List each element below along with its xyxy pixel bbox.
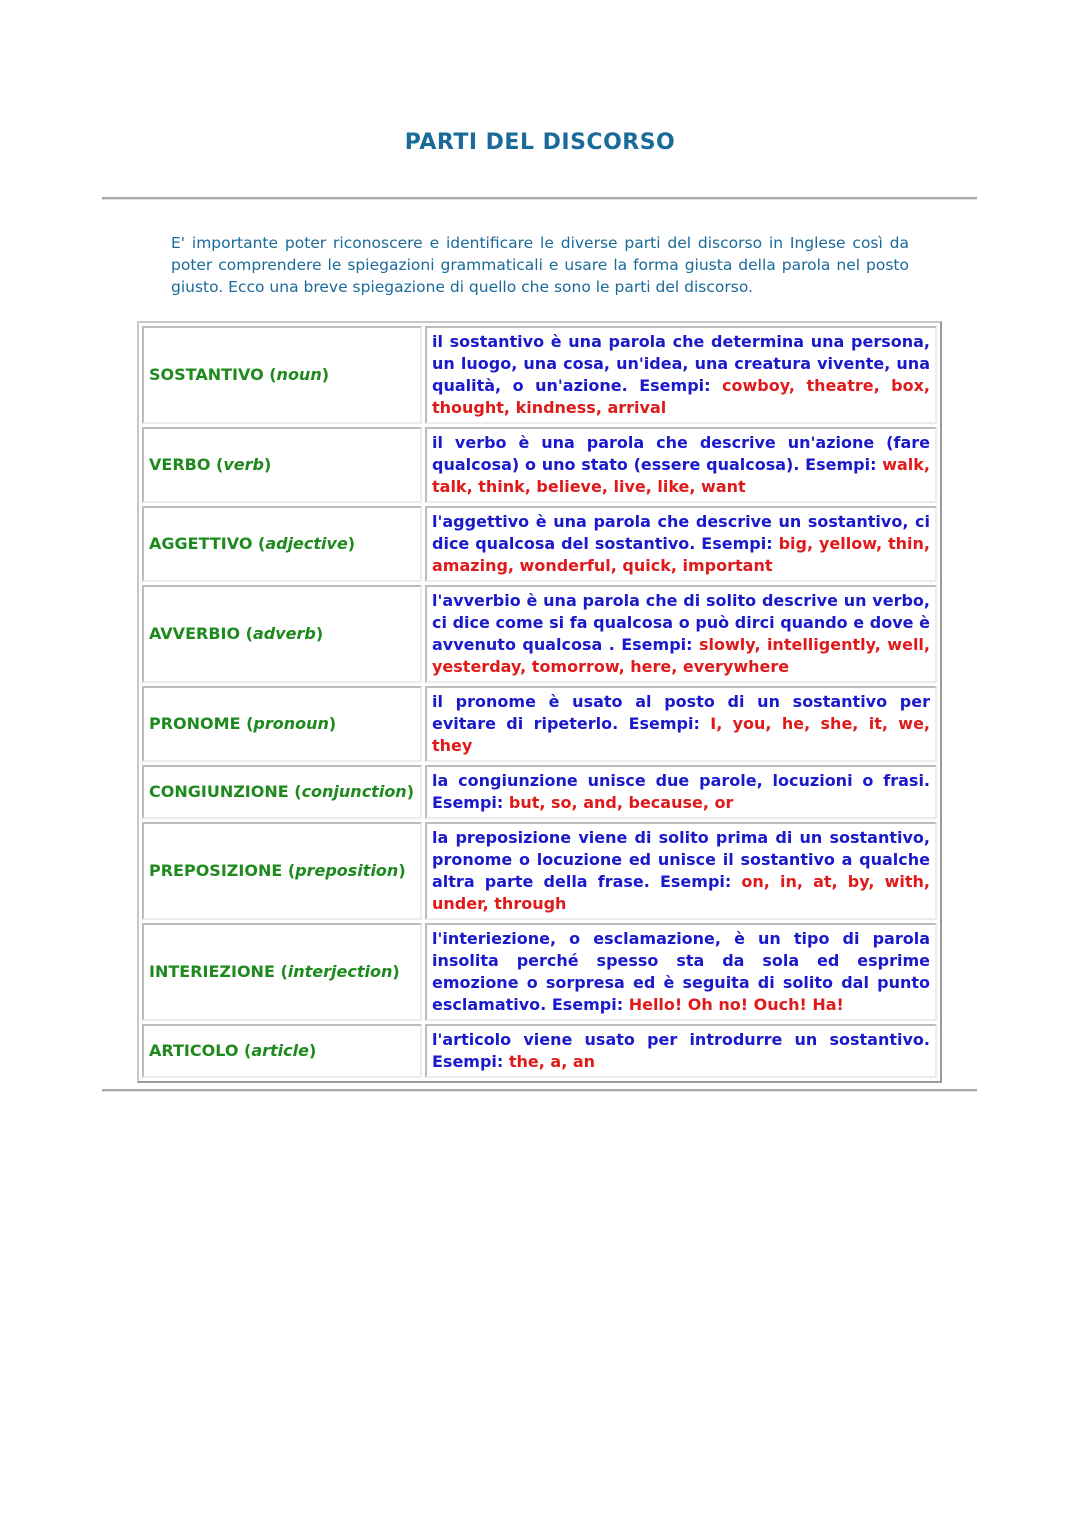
table-row (142, 1024, 937, 1078)
examples: walk, talk, think, believe, live, like, want (432, 455, 930, 496)
examples: but, so, and, because, or (508, 793, 734, 812)
examples: cowboy, theatre, box, thought, kindness, arrival (432, 376, 930, 417)
examples: big, yellow, thin, amazing, wonderful, quick, important (432, 534, 931, 575)
definition-cell: l'avverbio è una parola che di solito descrive un verbo, ci dice come si fa qualcosa o può dirci quando e dove è avvenuto qualcosa . Esempi: slowly, intelligently, well, yesterday, tomorrow, here, everywhere (425, 585, 937, 683)
examples: I, you, he, she, it, we, they (432, 714, 930, 755)
term-cell: ARTICOLO (article) (142, 1024, 422, 1078)
table-row (142, 427, 937, 503)
definition-cell: l'aggettivo è una parola che descrive un sostantivo, ci dice qualcosa del sostantivo. Esempi: big, yellow, thin, amazing, wonderful, quick, important (425, 506, 937, 582)
examples: the, a, an (508, 1052, 596, 1071)
definition-cell: la congiunzione unisce due parole, locuzioni o frasi. Esempi: but, so, and, because, or (425, 765, 937, 819)
english-term: interjection (287, 962, 393, 981)
english-term: adverb (252, 624, 316, 643)
definition-cell: l'interiezione, o esclamazione, è un tipo di parola insolita perché spesso sta da sola ed esprime emozione o sorpresa ed è seguita di solito dal punto esclamativo. Esempi: Hello! Oh no! Ouch! Ha! (425, 923, 937, 1021)
term-cell: CONGIUNZIONE (conjunction) (142, 765, 422, 819)
term-cell: PREPOSIZIONE (preposition) (142, 822, 422, 920)
table-row (142, 822, 937, 920)
table-row (142, 326, 937, 424)
english-term: noun (276, 365, 322, 384)
english-term: adjective (265, 534, 348, 553)
intro-paragraph: E' importante poter riconoscere e identificare le diverse parti del discorso in Inglese così da poter comprendere le spiegazioni grammaticali e usare la forma giusta della parola nel posto giusto. Ecco una breve spiegazione di quello che sono le parti del discorso. (171, 234, 909, 296)
examples: slowly, intelligently, well, yesterday, tomorrow, here, everywhere (432, 635, 930, 676)
parts-of-speech-table-wrapper (137, 321, 942, 1083)
english-term: article (251, 1041, 309, 1060)
definition-cell: la preposizione viene di solito prima di un sostantivo, pronome o locuzione ed unisce il sostantivo a qualche altra parte della frase. Esempi: on, in, at, by, with, under, through (425, 822, 937, 920)
examples: on, in, at, by, with, under, through (432, 872, 930, 913)
table-row (142, 686, 937, 762)
table-row (142, 923, 937, 1021)
definition-cell: il verbo è una parola che descrive un'azione (fare qualcosa) o uno stato (essere qualcosa). Esempi: walk, talk, think, believe, live, like, want (425, 427, 937, 503)
definition-cell: il pronome è usato al posto di un sostantivo per evitare di ripeterlo. Esempi: I, you, he, she, it, we, they (425, 686, 937, 762)
english-term: conjunction (301, 782, 407, 801)
page-title: PARTI DEL DISCORSO (404, 130, 676, 155)
term-cell: PRONOME (pronoun) (142, 686, 422, 762)
table-row (142, 506, 937, 582)
examples: Hello! Oh no! Ouch! Ha! (628, 995, 844, 1014)
term-cell: INTERIEZIONE (interjection) (142, 923, 422, 1021)
definition-cell: l'articolo viene usato per introdurre un sostantivo. Esempi: the, a, an (425, 1024, 937, 1078)
bottom-divider (102, 1089, 977, 1092)
term-cell: SOSTANTIVO (noun) (142, 326, 422, 424)
parts-of-speech-table (137, 321, 942, 1083)
english-term: preposition (295, 861, 399, 880)
top-divider (102, 197, 977, 200)
english-term: verb (223, 455, 264, 474)
english-term: pronoun (253, 714, 329, 733)
definition-cell: il sostantivo è una parola che determina una persona, un luogo, una cosa, un'idea, una creatura vivente, una qualità, o un'azione. Esempi: cowboy, theatre, box, thought, kindness, arrival (425, 326, 937, 424)
table-row (142, 585, 937, 683)
table-row (142, 765, 937, 819)
term-cell: AGGETTIVO (adjective) (142, 506, 422, 582)
term-cell: VERBO (verb) (142, 427, 422, 503)
term-cell: AVVERBIO (adverb) (142, 585, 422, 683)
